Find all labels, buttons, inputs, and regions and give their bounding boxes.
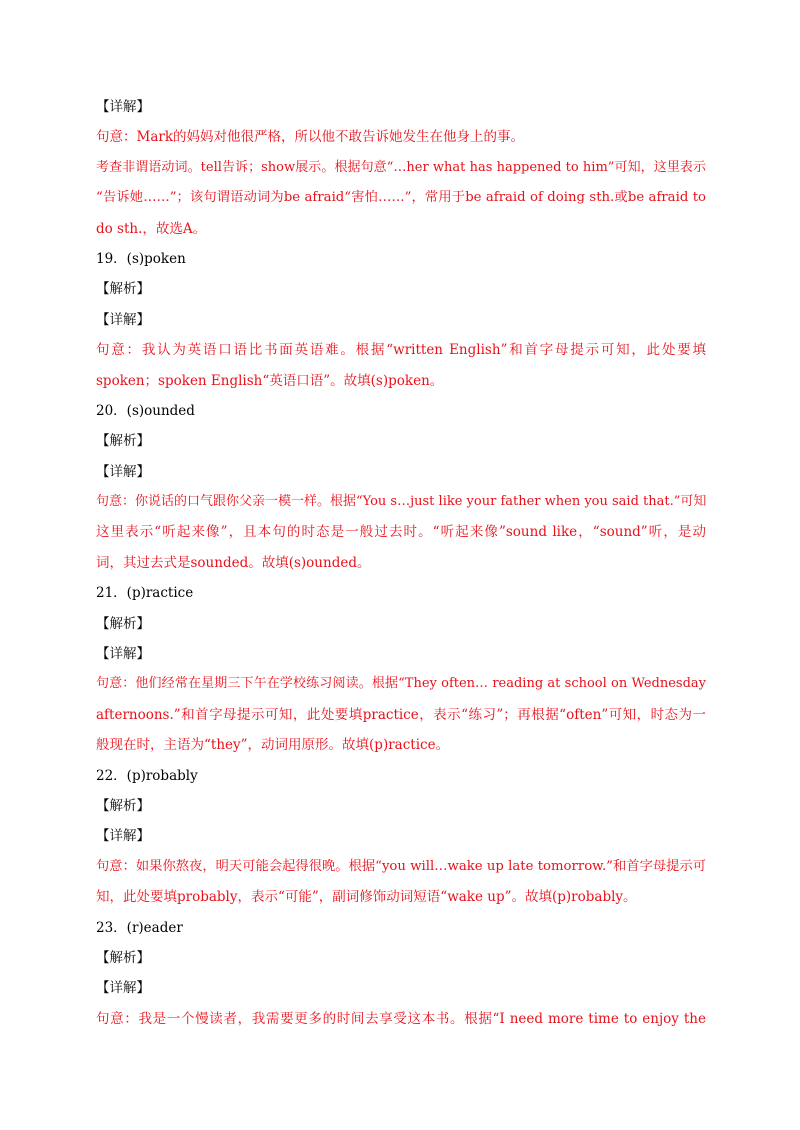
explanation-line: 句意：Mark的妈妈对他很严格，所以他不敢告诉她发生在他身上的事。	[96, 129, 525, 146]
explanation-line: spoken；spoken English“英语口语”。故填(s)poken。	[96, 372, 444, 389]
answer-item: 21．(p)ractice	[96, 585, 194, 602]
explanation-line: 考查非谓语动词。tell告诉；show展示。根据句意“…her what has happened to him”可知，这里表示	[96, 159, 706, 175]
section-heading: 【详解】	[96, 828, 150, 845]
answer-item: 19．(s)poken	[96, 250, 186, 267]
explanation-line: 句意：如果你熬夜，明天可能会起得很晚。根据“you will…wake up late tomorrow.”和首字母提示可	[96, 858, 706, 874]
section-heading: 【详解】	[96, 463, 150, 480]
document-page	[96, 92, 706, 1034]
section-heading: 【详解】	[96, 99, 150, 115]
section-heading: 【详解】	[96, 646, 150, 663]
explanation-line: 句意：我是一个慢读者，我需要更多的时间去享受这本书。根据“I need more time to enjoy the	[96, 1010, 706, 1027]
section-heading: 【解析】	[96, 615, 150, 632]
explanation-line: 知，此处要填probably，表示“可能”，副词修饰动词短语“wake up”。故填(p)robably。	[96, 889, 637, 906]
section-heading: 【解析】	[96, 433, 150, 450]
answer-item: 23．(r)eader	[96, 919, 183, 936]
answer-item: 20．(s)ounded	[96, 402, 195, 419]
section-heading: 【解析】	[96, 949, 150, 966]
explanation-line: 句意：他们经常在星期三下午在学校练习阅读。根据“They often… reading at school on Wednesday	[96, 676, 706, 692]
explanation-line: 句意：你说话的口气跟你父亲一模一样。根据“You s…just like your father when you said that.”可知	[96, 494, 707, 510]
explanation-line: “告诉她……”；该句谓语动词为be afraid“害怕……”，常用于be afraid of doing sth.或be afraid to	[96, 190, 706, 206]
section-heading: 【详解】	[96, 311, 150, 328]
explanation-line: 这里表示“听起来像”，且本句的时态是一般过去时。“听起来像”sound like，“sound”听，是动	[96, 524, 706, 541]
explanation-line: afternoons.”和首字母提示可知，此处要填practice，表示“练习”；再根据“often”可知，时态为一	[96, 706, 706, 723]
answer-item: 22．(p)robably	[96, 767, 198, 784]
explanation-line: 词，其过去式是sounded。故填(s)ounded。	[96, 554, 371, 571]
explanation-line: do sth.，故选A。	[96, 220, 207, 237]
explanation-line: 般现在时，主语为“they”，动词用原形。故填(p)ractice。	[96, 737, 450, 754]
section-heading: 【解析】	[96, 281, 150, 298]
section-heading: 【详解】	[96, 980, 150, 997]
section-heading: 【解析】	[96, 797, 150, 814]
explanation-line: 句意：我认为英语口语比书面英语难。根据“written English”和首字母提示可知，此处要填	[96, 342, 706, 359]
